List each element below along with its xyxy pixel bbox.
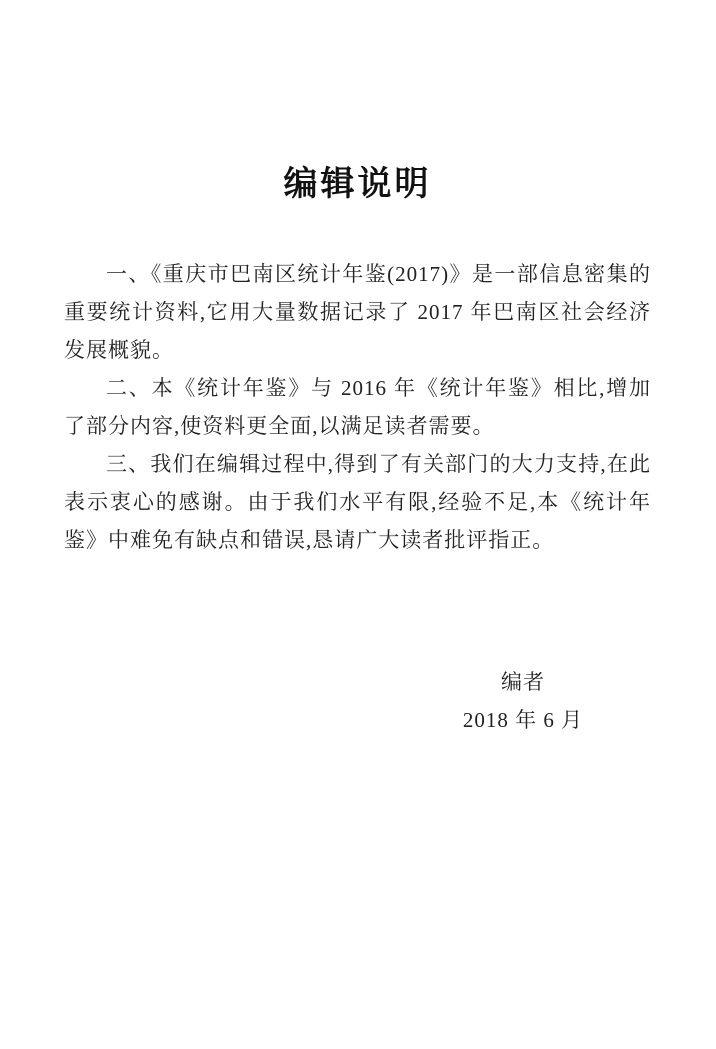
paragraph: 三、我们在编辑过程中,得到了有关部门的大力支持,在此表示衷心的感谢。由于我们水平有限,经验不足,本《统计年鉴》中难免有缺点和错误,恳请广大读者批评指正。 <box>64 452 651 552</box>
signature-date: 2018 年 6 月 <box>462 708 584 732</box>
signature-block <box>423 663 623 739</box>
page-title: 编辑说明 <box>283 166 432 203</box>
signature-author: 编者 <box>501 670 545 694</box>
body-text <box>64 255 651 559</box>
paragraph: 二、本《统计年鉴》与 2016 年《统计年鉴》相比,增加了部分内容,使资料更全面,以满足读者需要。 <box>64 376 651 438</box>
paragraph: 一、《重庆市巴南区统计年鉴(2017)》是一部信息密集的重要统计资料,它用大量数据记录了 2017 年巴南区社会经济发展概貌。 <box>64 262 651 362</box>
